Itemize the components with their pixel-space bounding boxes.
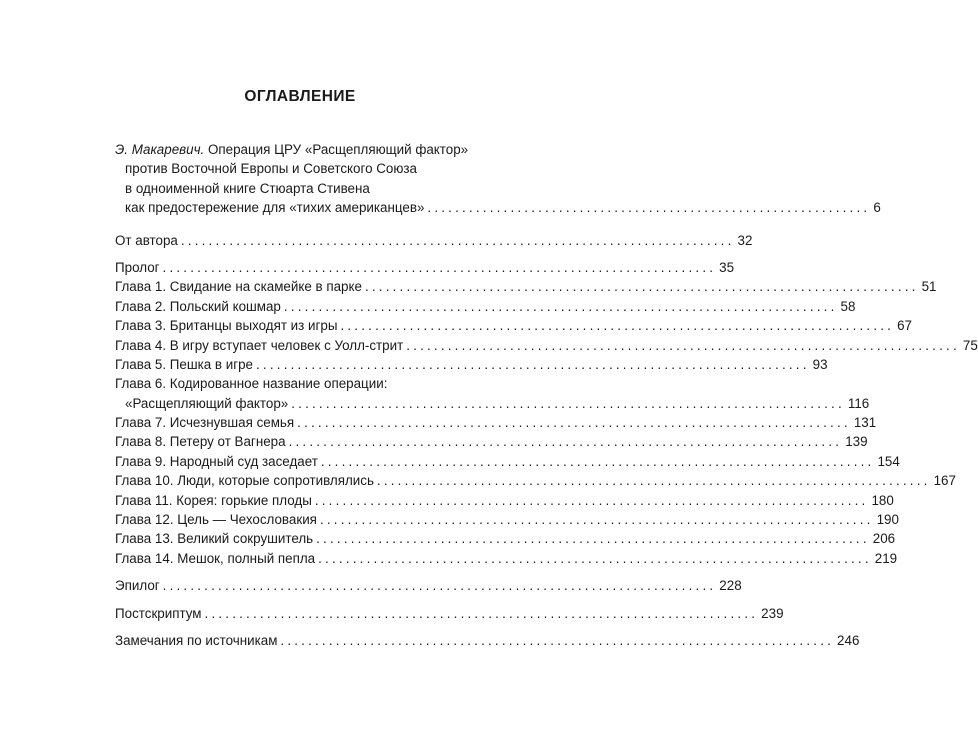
page-number: 116 (847, 395, 870, 411)
toc-entry[interactable] (115, 631, 860, 650)
entry-title: Глава 4. В игру вступает человек с Уолл-стрит (115, 337, 404, 353)
dot-leader: ................................................................................ (180, 232, 735, 248)
toc-entry[interactable] (115, 471, 956, 490)
toc-intro-line-3 (115, 179, 485, 198)
page-number: 180 (871, 492, 894, 508)
dot-leader: ................................................................................ (320, 453, 875, 469)
dot-leader: ................................................................................ (364, 279, 919, 295)
toc-entry[interactable] (115, 413, 877, 432)
toc-intro-line-1 (115, 140, 485, 159)
toc-entry[interactable] (115, 297, 856, 316)
toc-entry[interactable] (115, 277, 937, 296)
toc-entry[interactable] (115, 576, 742, 595)
dot-leader: ................................................................................ (288, 434, 843, 450)
page-number: 58 (840, 298, 856, 314)
entry-title: Глава 8. Петеру от Вагнера (115, 434, 286, 450)
dot-leader: ................................................................................ (406, 337, 960, 353)
toc-entry[interactable] (115, 452, 900, 471)
entry-title: Глава 7. Исчезнувшая семья (115, 415, 295, 431)
page-number: 67 (897, 318, 913, 334)
toc-entry[interactable] (115, 231, 753, 250)
page-number: 75 (962, 337, 978, 353)
dot-leader: ................................................................................ (204, 605, 759, 621)
dot-leader: ................................................................................ (162, 578, 717, 594)
page-number: 6 (873, 200, 881, 216)
page-number: 51 (921, 279, 937, 295)
dot-leader: ................................................................................ (162, 259, 717, 275)
page-number: 246 (837, 632, 860, 648)
intro-author: Э. Макаревич. (115, 142, 205, 157)
page-number: 93 (812, 356, 828, 372)
entry-title: Пролог (115, 259, 160, 275)
entry-title: Глава 2. Польский кошмар (115, 298, 281, 314)
toc-entry[interactable] (115, 355, 828, 374)
dot-leader: ................................................................................ (316, 531, 870, 547)
dot-leader: ................................................................................ (291, 395, 845, 411)
entry-title: Глава 10. Люди, которые сопротивлялись (115, 473, 374, 489)
toc-entry[interactable] (115, 529, 896, 548)
page-number: 35 (719, 259, 735, 275)
entry-title: Глава 11. Корея: горькие плоды (115, 492, 312, 508)
entry-title: Замечания по источникам (115, 632, 278, 648)
entry-title: Эпилог (115, 578, 160, 594)
page-number: 190 (876, 512, 899, 528)
entry-title: Постскриптум (115, 605, 202, 621)
dot-leader: ................................................................ (427, 200, 871, 216)
dot-leader: ................................................................................ (280, 632, 835, 648)
page-number: 206 (872, 531, 896, 547)
intro-line: как предостережение для «тихих американцев» (125, 200, 425, 216)
entry-title: От автора (115, 232, 178, 248)
entry-title: Глава 12. Цель — Чехословакия (115, 512, 317, 528)
dot-leader: ................................................................................ (314, 492, 869, 508)
toc-intro-line-2 (115, 159, 485, 178)
toc-entry[interactable] (115, 604, 784, 623)
toc-entry[interactable] (115, 549, 898, 568)
entry-title: Глава 14. Мешок, полный пепла (115, 550, 316, 566)
page-number: 167 (933, 473, 956, 489)
dot-leader: ................................................................................ (376, 473, 931, 489)
dot-leader: ................................................................................ (318, 550, 872, 566)
entry-title: Глава 1. Свидание на скамейке в парке (115, 279, 362, 295)
entry-title: Глава 6. Кодированное название операции: (115, 376, 388, 392)
toc-entry[interactable] (115, 336, 978, 355)
toc-entry[interactable] (115, 510, 899, 529)
toc-entry[interactable] (115, 374, 485, 393)
dot-leader: ................................................................................ (319, 512, 874, 528)
table-of-contents (115, 140, 978, 650)
dot-leader: ................................................................................ (283, 298, 838, 314)
intro-line: в одноименной книге Стюарта Стивена (125, 180, 370, 196)
toc-entry[interactable] (115, 432, 868, 451)
toc-title: ОГЛАВЛЕНИЕ (244, 88, 356, 105)
page-number: 239 (761, 605, 784, 621)
entry-title: «Расщепляющий фактор» (125, 395, 289, 411)
page-number: 228 (719, 578, 742, 594)
entry-title: Глава 3. Британцы выходят из игры (115, 318, 338, 334)
page-number: 154 (877, 453, 900, 469)
page-number: 219 (874, 550, 898, 566)
entry-title: Глава 9. Народный суд заседает (115, 453, 318, 469)
toc-entry[interactable] (115, 491, 894, 510)
intro-line: Операция ЦРУ «Расщепляющий фактор» (207, 142, 469, 157)
toc-entry[interactable] (115, 316, 913, 335)
dot-leader: ................................................................................ (256, 356, 810, 372)
intro-line: против Восточной Европы и Советского Союза (125, 161, 417, 177)
toc-entry[interactable] (115, 258, 735, 277)
page-number: 131 (853, 415, 877, 431)
entry-title: Глава 5. Пешка в игре (115, 356, 254, 372)
toc-intro-line-4[interactable] (115, 198, 881, 217)
page-number: 139 (845, 434, 868, 450)
toc-entry[interactable] (115, 394, 870, 413)
dot-leader: ................................................................................ (297, 415, 851, 431)
entry-title: Глава 13. Великий сокрушитель (115, 531, 314, 547)
page-number: 32 (737, 232, 753, 248)
dot-leader: ................................................................................ (340, 318, 895, 334)
